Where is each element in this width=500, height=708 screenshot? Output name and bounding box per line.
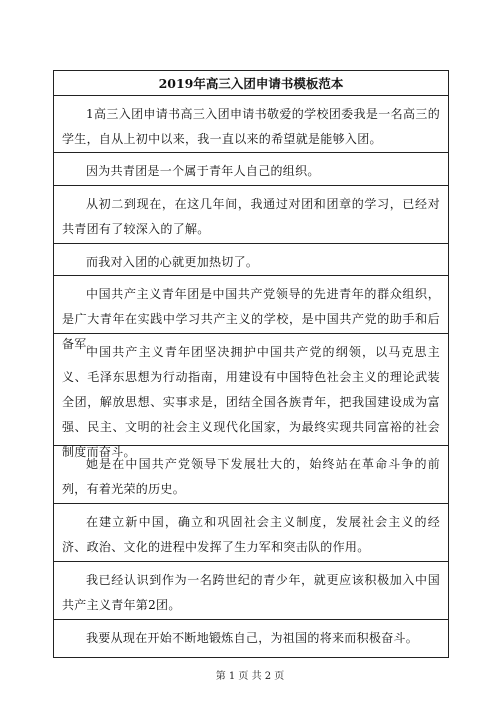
paragraph-5: 中国共产主义青年团是中国共产党领导的先进青年的群众组织，是广大青年在实践中学习共产主义的学校，是中国共产党的助手和后备军。 — [54, 276, 448, 334]
document-title: 2019年高三入团申请书模板范本 — [54, 71, 448, 96]
paragraph-3: 从初二到现在，在这几年间，我通过对团和团章的学习，已经对共青团有了较深入的了解。 — [54, 186, 448, 244]
paragraph-10: 我要从现在开始不断地锻炼自己，为祖国的将来而积极奋斗。 — [86, 631, 419, 645]
document-table — [53, 70, 449, 658]
paragraph-6: 中国共产主义青年团坚决拥护中国共产党的纲领，以马克思主义、毛泽东思想为行动指南，用建设有中国特色社会主义的理论武装全团，解放思想、实事求是，团结全国各族青年，把我国建设成为富强、民主、文明的社会主义现代化国家，为最终实现共同富裕的社会制度而奋斗。 — [54, 334, 448, 446]
paragraph-4: 而我对入团的心就更加热切了。 — [54, 244, 448, 276]
paragraph-9: 我已经认识到作为一名跨世纪的青少年，就更应该积极加入中国共产主义青年第2团。 — [54, 562, 448, 620]
paragraph-2: 因为共青团是一个属于青年人自己的组织。 — [54, 153, 448, 186]
paragraph-1: 1高三入团申请书高三入团申请书敬爱的学校团委我是一名高三的学生，自从上初中以来，我一直以来的希望就是能够入团。 — [54, 96, 448, 153]
page-footer: 第 1 页 共 2 页 — [215, 671, 285, 682]
paragraph-8: 在建立新中国，确立和巩固社会主义制度，发展社会主义的经济、政治、文化的进程中发挥了生力军和突击队的作用。 — [54, 504, 448, 562]
paragraph-list — [54, 96, 448, 657]
paragraph-7: 她是在中国共产党领导下发展壮大的，始终站在革命斗争的前列，有着光荣的历史。 — [54, 446, 448, 504]
